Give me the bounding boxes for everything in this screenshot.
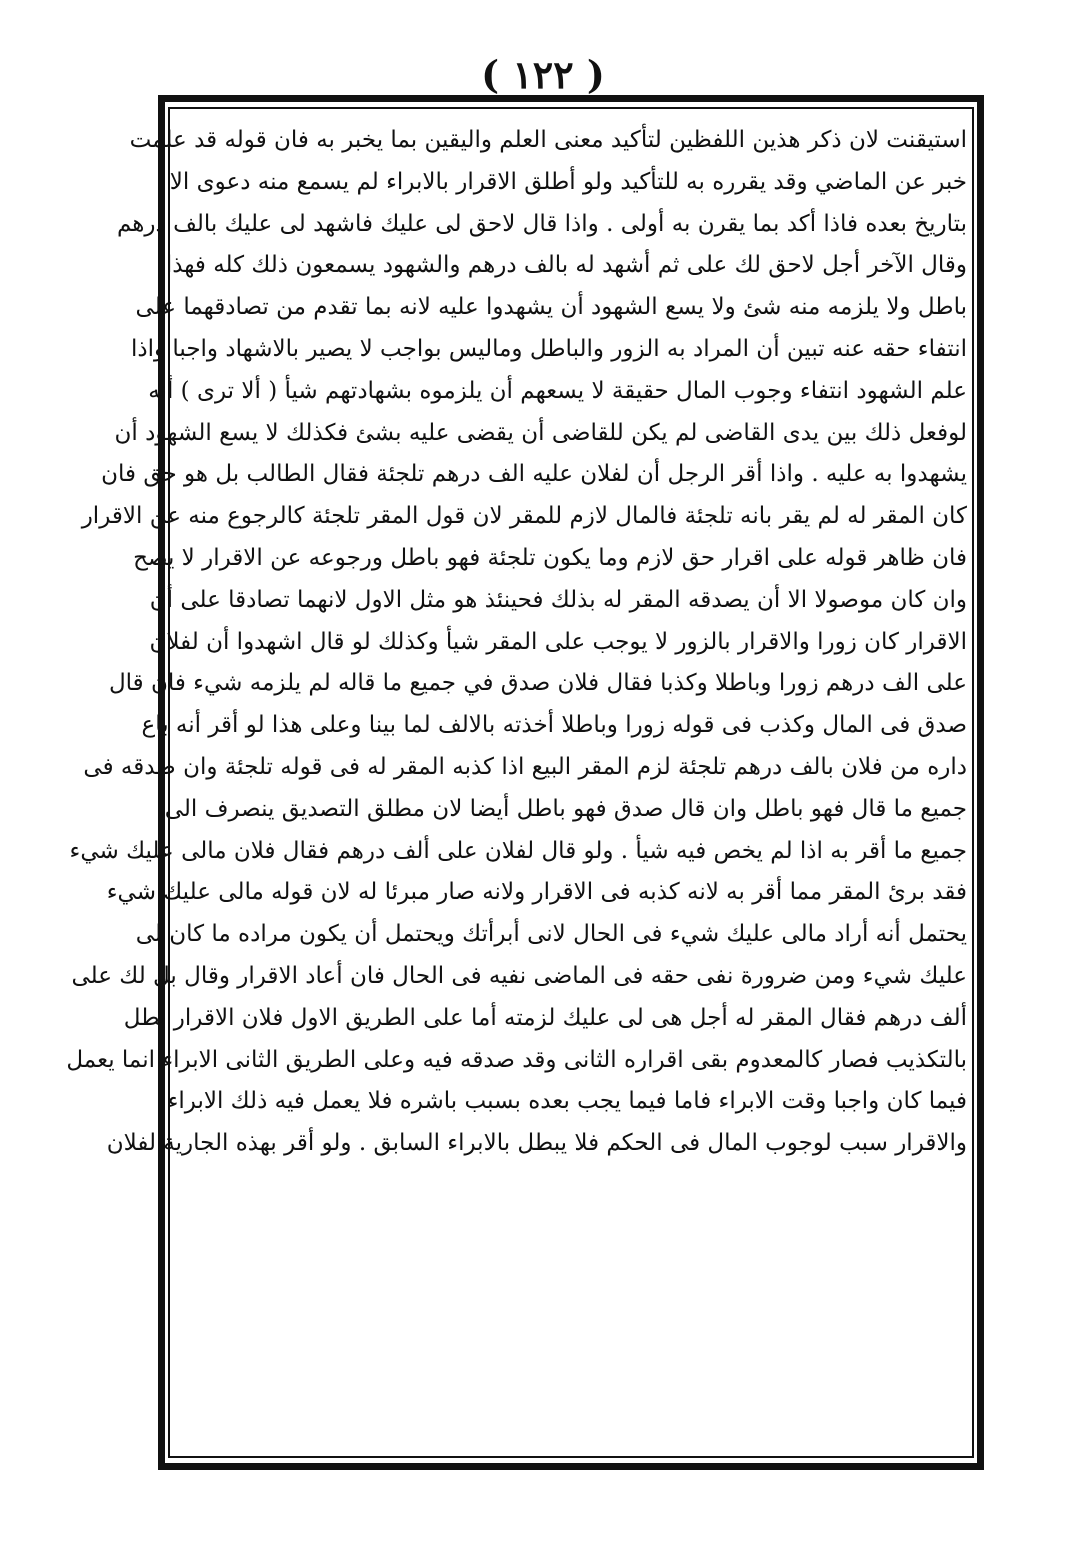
text-line: الاقرار كان زورا والاقرار بالزور لا يوجب على المقر شيأ وكذلك لو قال اشهدوا أن لفلان bbox=[149, 628, 967, 655]
text-line: خبر عن الماضي وقد يقرره به للتأكيد ولو أطلق الاقرار بالابراء لم يسمع منه دعوى الا bbox=[169, 168, 967, 195]
text-line: باطل ولا يلزمه منه شئ ولا يسع الشهود أن يشهدوا عليه لانه بما تقدم من تصادقهما على bbox=[135, 294, 967, 321]
body-text bbox=[66, 120, 967, 1165]
text-line: ألف درهم فقال المقر له أجل هى لى عليك لزمته أما على الطريق الاول فلان الاقرار بطل bbox=[123, 1004, 967, 1031]
page-number: ( ١٢٢ ) bbox=[481, 52, 605, 97]
text-line: والاقرار سبب لوجوب المال فى الحكم فلا يبطل بالابراء السابق . ولو أقر بهذه الجارية لفلان bbox=[106, 1130, 967, 1157]
text-line: بالتكذيب فصار كالمعدوم بقى اقراره الثانى وقد صدقه فيه وعلى الطريق الثانى الابراء انما يعمل bbox=[66, 1046, 967, 1073]
text-line: صدق فى المال وكذب فى قوله زورا وباطلا أخذته بالالف لما بينا وعلى هذا لو أقر أنه باع bbox=[141, 712, 967, 739]
text-line: داره من فلان بالف درهم تلجئة لزم المقر البيع اذا كذبه المقر له فى قوله تلجئة وان صدقه فى bbox=[83, 753, 967, 780]
text-line: لوفعل ذلك بين يدى القاضى لم يكن للقاضى أن يقضى عليه بشئ فكذلك لا يسع الشهود أن bbox=[114, 419, 967, 446]
text-line: على الف درهم زورا وباطلا وكذبا فقال فلان صدق في جميع ما قاله لم يلزمه شيء فان قال bbox=[108, 670, 967, 697]
text-line: فيما كان واجبا وقت الابراء فاما فيما يجب بعده بسبب باشره فلا يعمل فيه ذلك الابراء bbox=[167, 1088, 967, 1115]
text-line: كان المقر له لم يقر بانه تلجئة فالمال لازم للمقر لان قول المقر تلجئة كالرجوع منه عن الاقرار bbox=[81, 503, 967, 530]
text-line: يحتمل أنه أراد مالى عليك شيء فى الحال لانى أبرأتك ويحتمل أن يكون مراده ما كان لى bbox=[135, 921, 967, 948]
text-line: وقال الآخر أجل لاحق لك على ثم أشهد له بالف درهم والشهود يسمعون ذلك كله فهذا bbox=[165, 252, 967, 279]
text-line: استيقنت لان ذكر هذين اللفظين لتأكيد معنى العلم واليقين بما يخبر به فان قوله قد علمت bbox=[129, 127, 967, 153]
text-line: بتاريخ بعده فاذا أكد بما يقرن به أولى . واذا قال لاحق لى عليك فاشهد لى عليك بالف درهم bbox=[116, 210, 967, 237]
text-line: فان ظاهر قوله على اقرار حق لازم وما يكون تلجئة فهو باطل ورجوعه عن الاقرار لا يصح bbox=[133, 544, 967, 571]
text-line: عليك شيء ومن ضرورة نفى حقه فى الماضى نفيه فى الحال فان أعاد الاقرار وقال بل لك على bbox=[71, 962, 967, 989]
text-line: انتفاء حقه عنه تبين أن المراد به الزور والباطل وماليس بواجب لا يصير بالاشهاد واجبا واذا bbox=[130, 335, 967, 362]
text-line: جميع ما أقر به اذا لم يخص فيه شيأ . ولو قال لفلان على ألف درهم فقال فلان مالى عليك شيء bbox=[69, 837, 967, 864]
text-line: علم الشهود انتفاء وجوب المال حقيقة لا يسعهم أن يلزموه بشهادتهم شيأ ( ألا ترى ) أنه bbox=[148, 377, 967, 404]
text-line: يشهدوا به عليه . واذا أقر الرجل أن لفلان عليه الف درهم تلجئة فقال الطالب بل هو حق فان bbox=[101, 461, 967, 488]
text-line: وان كان موصولا الا أن يصدقه المقر له بذلك فحينئذ هو مثل الاول لانهما تصادقا على أن bbox=[149, 586, 967, 613]
text-line: جميع ما قال فهو باطل وان قال صدق فهو باطل أيضا لان مطلق التصديق ينصرف الى bbox=[164, 795, 967, 822]
text-line: فقد برئ المقر مما أقر به لانه كذبه فى الاقرار ولانه صار مبرئا له لان قوله مالى عليك شيء bbox=[106, 879, 967, 906]
